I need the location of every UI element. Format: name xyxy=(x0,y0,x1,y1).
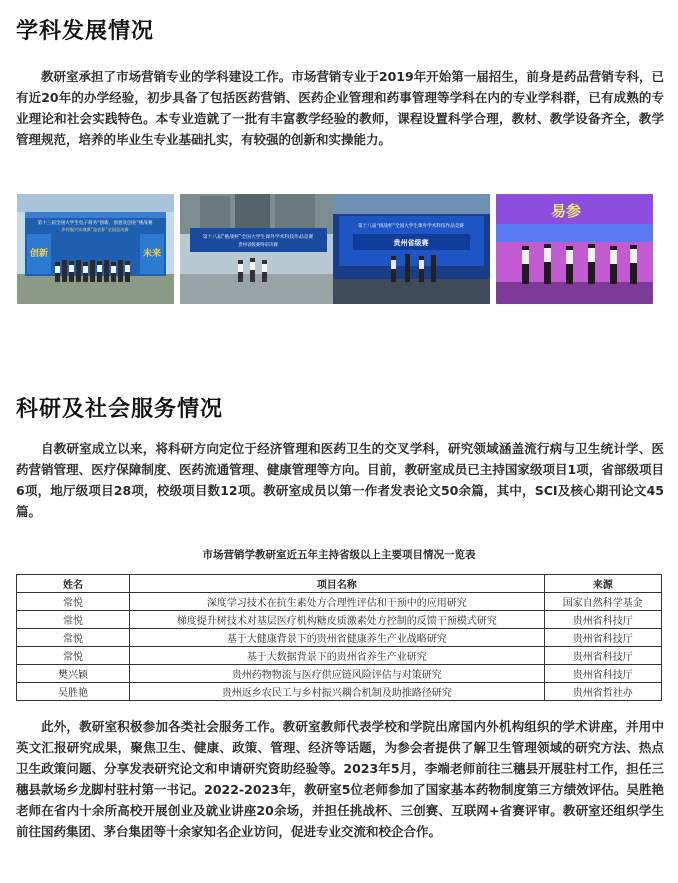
section-title-discipline: 学科发展情况 xyxy=(16,19,155,44)
cell-project: 基于大数据背景下的贵州省养生产业研究 xyxy=(130,647,544,665)
cell-name: 常悦 xyxy=(17,629,130,647)
cell-source: 贵州省科技厅 xyxy=(544,647,661,665)
discipline-paragraph: 教研室承担了市场营销专业的学科建设工作。市场营销专业于2019年开始第一届招生，前身是药品营销专科，已有近20年的办学经验，初步具备了包括医药营销、医药企业管理和药事管理等学科在内的专业学科群，已有成熟的专业理论和社会实践特色。本专业造就了一批有丰富教学经验的教师，课程设置科学合理，教材、教学设备齐全，教学管理规范，培养的毕业生专业基础扎实，有较强的创新和实操能力。 xyxy=(16,69,664,147)
table-row xyxy=(17,611,662,629)
cell-source: 贵州省科技厅 xyxy=(544,665,661,683)
header-name: 姓名 xyxy=(17,575,130,593)
photo-competition-outdoor xyxy=(17,194,174,304)
cell-source: 国家自然科学基金 xyxy=(544,593,661,611)
table-row xyxy=(17,593,662,611)
cell-source: 贵州省哲社办 xyxy=(544,683,661,701)
social-service-paragraph: 此外，教研室积极参加各类社会服务工作。教研室教师代表学校和学院出席国内外机构组织的学术讲座，并用中英文汇报研究成果，聚焦卫生、健康、政策、管理、经济等话题，为参会者提供了解卫生管理领域的研究方法、热点卫生政策问题、分享发表研究论文和申请研究资助经验等。2023年5月，李端老师前往三穗县开展驻村工作，担任三穗县款场乡龙脚村驻村第一书记。2022-2023年，教研室5位老师参加了国家基本药物制度第三方绩效评估。吴胜艳老师在省内十余所高校开展创业及就业讲座20余场，并担任挑战杯、三创赛、互联网+省赛评审。教研室还组织学生前往国药集团、茅台集团等十余家知名企业访问，促进专业交流和校企合作。 xyxy=(16,719,664,839)
photo4-banner: 易参 xyxy=(550,202,582,220)
photo2-banner-line1: 第十八届“挑战杯”全国大学生课外学术科技作品竞赛 xyxy=(202,235,314,240)
header-project: 项目名称 xyxy=(130,575,544,593)
cell-name: 常悦 xyxy=(17,647,130,665)
cell-name: 常悦 xyxy=(17,593,130,611)
cell-project: 深度学习技术在抗生素处方合理性评估和干预中的应用研究 xyxy=(130,593,544,611)
cell-name: 常悦 xyxy=(17,611,130,629)
photo-provincial-competition-stage xyxy=(333,194,490,304)
photo1-banner-line2: 乡村振兴实战赛“益农杯”全国总决赛 xyxy=(61,227,129,232)
table-row xyxy=(17,683,662,701)
photo3-banner-line1: 第十八届“挑战杯”全国大学生课外学术科技作品竞赛 xyxy=(358,224,464,229)
table-header-row xyxy=(17,575,662,593)
cell-project: 贵州返乡农民工与乡村振兴耦合机制及助推路径研究 xyxy=(130,683,544,701)
projects-table xyxy=(16,574,662,701)
photo-event-award xyxy=(496,194,653,304)
cell-name: 吴胜艳 xyxy=(17,683,130,701)
research-paragraph: 自教研室成立以来，将科研方向定位于经济管理和医药卫生的交叉学科，研究领域涵盖流行病与卫生统计学、医药营销管理、医疗保障制度、医药流通管理、健康管理等方向。目前，教研室成员已主持国家级项目1项，省部级项目6项，地厅级项目28项，校级项目数12项。教研室成员以第一作者发表论文50余篇，其中，SCI及核心期刊论文45篇。 xyxy=(16,441,664,519)
cell-project: 基于大健康背景下的贵州省健康养生产业战略研究 xyxy=(130,629,544,647)
photo3-banner-line2: 贵州省级赛 xyxy=(393,239,429,247)
cell-source: 贵州省科技厅 xyxy=(544,629,661,647)
header-source: 来源 xyxy=(544,575,661,593)
photo1-post-left: 创新 xyxy=(29,249,49,259)
table-title: 市场营销学教研室近五年主持省级以上主要项目情况一览表 xyxy=(202,549,476,561)
cell-project: 梯度提升树技术对基层医疗机构糖皮质激素处方控制的反馈干预模式研究 xyxy=(130,611,544,629)
cell-name: 樊兴颖 xyxy=(17,665,130,683)
photo1-banner-line1: 第十三届全国大学生电子商务“创新、创意及创业”挑战赛 xyxy=(37,221,153,226)
photo-challenge-cup-building xyxy=(180,194,337,304)
photo2-banner-line2: 贵州省级赛终审决赛 xyxy=(238,243,278,248)
table-row xyxy=(17,629,662,647)
cell-source: 贵州省科技厅 xyxy=(544,611,661,629)
table-row xyxy=(17,647,662,665)
table-row xyxy=(17,665,662,683)
photo1-people xyxy=(55,260,130,282)
photo1-post-right: 未来 xyxy=(142,249,162,259)
cell-project: 贵州药物物流与医疗供应链风险评估与对策研究 xyxy=(130,665,544,683)
section-title-research: 科研及社会服务情况 xyxy=(16,397,224,422)
